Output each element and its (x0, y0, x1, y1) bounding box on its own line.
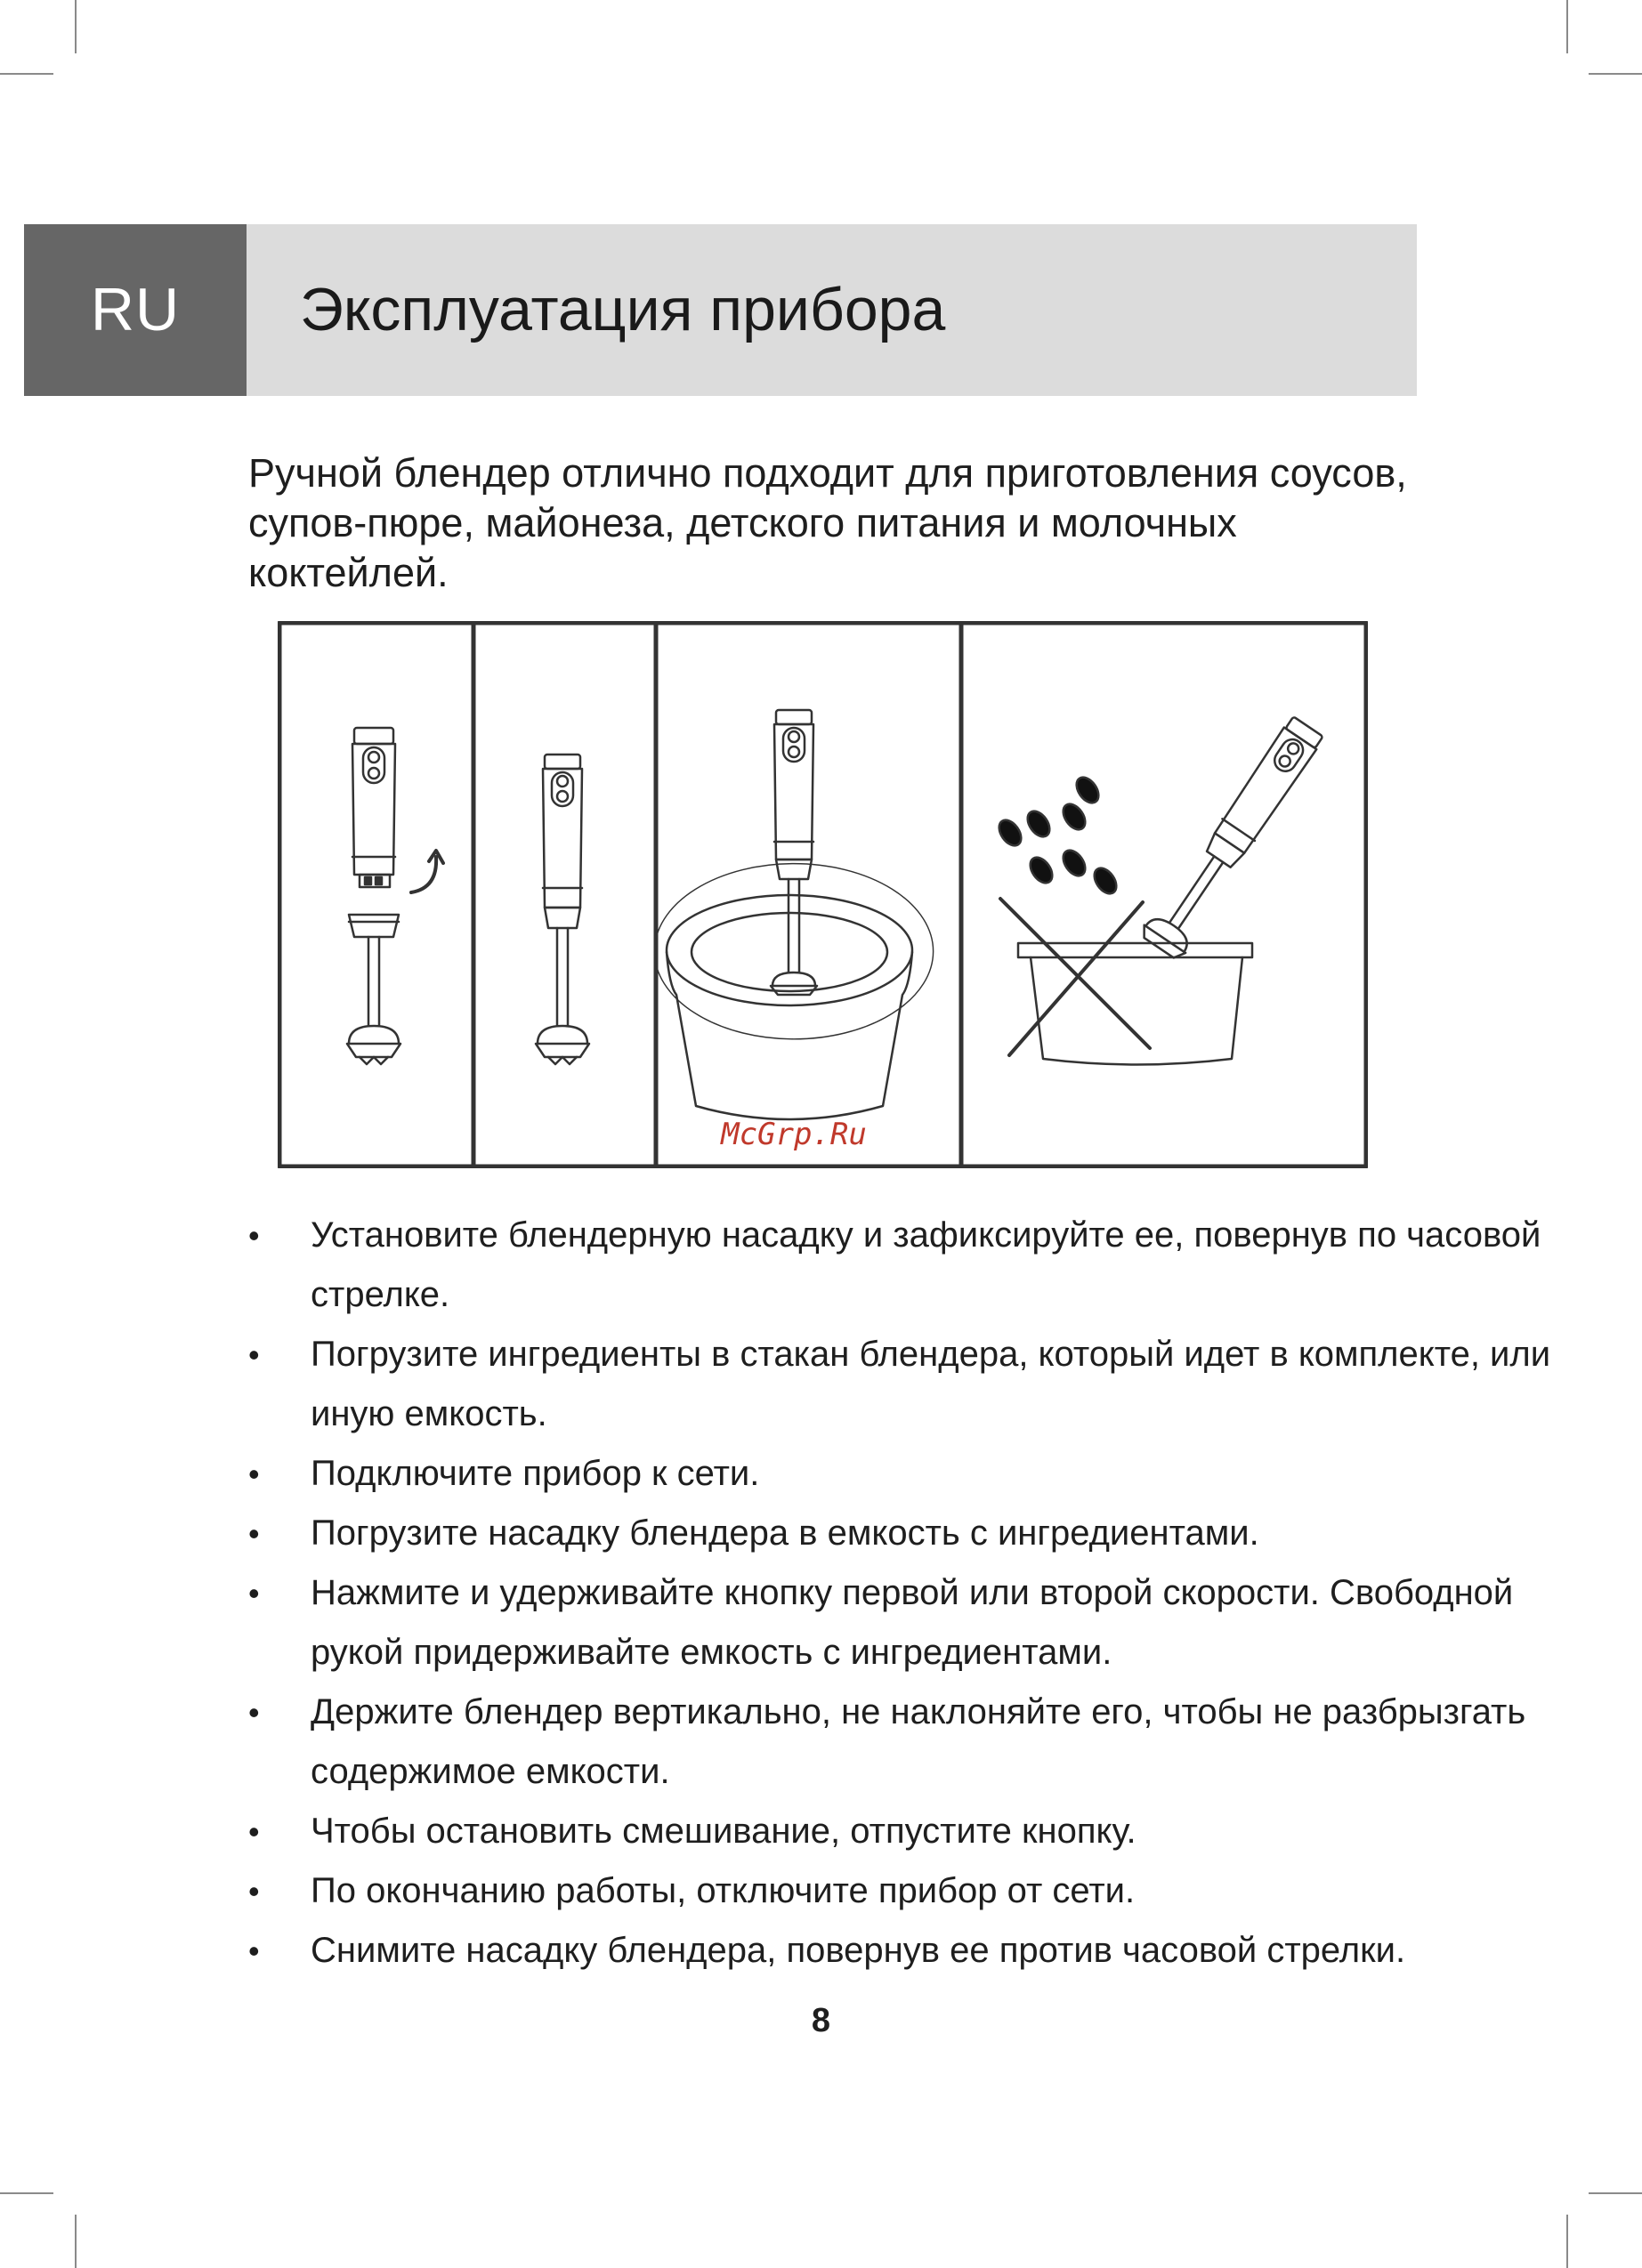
list-item (248, 1861, 1565, 1921)
usage-illustration (278, 621, 1368, 1168)
intro-paragraph: Ручной блендер отлично подходит для приготовления соусов, супов-пюре, майонеза, детского питания и молочных коктейлей. (248, 450, 1407, 595)
figure-frame (279, 623, 1366, 1166)
step-text: По окончанию работы, отключите прибор от сети. (311, 1871, 1136, 1910)
list-item (248, 1802, 1565, 1861)
bullet: • (248, 1456, 260, 1492)
step-text: Чтобы остановить смешивание, отпустите кнопку. (311, 1812, 1136, 1851)
panel-attach-foot (347, 728, 443, 1064)
panel-in-beaker (654, 710, 933, 1119)
crop-mark (75, 2215, 77, 2268)
list-item (248, 1325, 1565, 1444)
bullet: • (248, 1694, 260, 1731)
watermark: McGrp.Ru (721, 1117, 867, 1152)
list-item (248, 1683, 1565, 1802)
list-item (248, 1921, 1565, 1981)
bullet: • (248, 1515, 260, 1552)
step-text: Нажмите и удерживайте кнопку первой или второй скорости. Свободной рукой придерживайте емкость с ингредиентами. (311, 1573, 1514, 1672)
language-label: RU (90, 276, 181, 343)
bullet: • (248, 1813, 260, 1850)
bullet: • (248, 1575, 260, 1611)
list-item (248, 1206, 1565, 1325)
page-title: Эксплуатация прибора (300, 276, 946, 343)
step-text: Держите блендер вертикально, не наклоняйте его, чтобы не разбрызгать содержимое емкости. (311, 1692, 1526, 1791)
crop-mark (0, 73, 53, 75)
crop-mark (1566, 0, 1568, 53)
step-text: Погрузите ингредиенты в стакан блендера, который идет в комплекте, или иную емкость. (311, 1335, 1551, 1433)
page-number: 8 (811, 2002, 831, 2039)
panel-assembled (536, 755, 589, 1064)
list-item (248, 1563, 1565, 1683)
panel-warning (995, 713, 1330, 1065)
crop-mark (0, 2192, 53, 2194)
crop-mark (1589, 73, 1642, 75)
bullet: • (248, 1336, 260, 1373)
bullet: • (248, 1873, 260, 1909)
step-text: Подключите прибор к сети. (311, 1454, 760, 1493)
step-text: Погрузите насадку блендера в емкость с ингредиентами. (311, 1513, 1259, 1553)
list-item (248, 1444, 1565, 1504)
bullet: • (248, 1933, 260, 1969)
list-item (248, 1504, 1565, 1563)
step-text: Установите блендерную насадку и зафиксируйте ее, повернув по часовой стрелке. (311, 1215, 1541, 1314)
section-header (24, 224, 1417, 396)
step-text: Снимите насадку блендера, повернув ее против часовой стрелки. (311, 1931, 1406, 1970)
language-badge (24, 224, 247, 396)
crop-mark (1566, 2215, 1568, 2268)
instruction-list (248, 1206, 1565, 1981)
crop-mark (75, 0, 77, 53)
bullet: • (248, 1217, 260, 1254)
crop-mark (1589, 2192, 1642, 2194)
